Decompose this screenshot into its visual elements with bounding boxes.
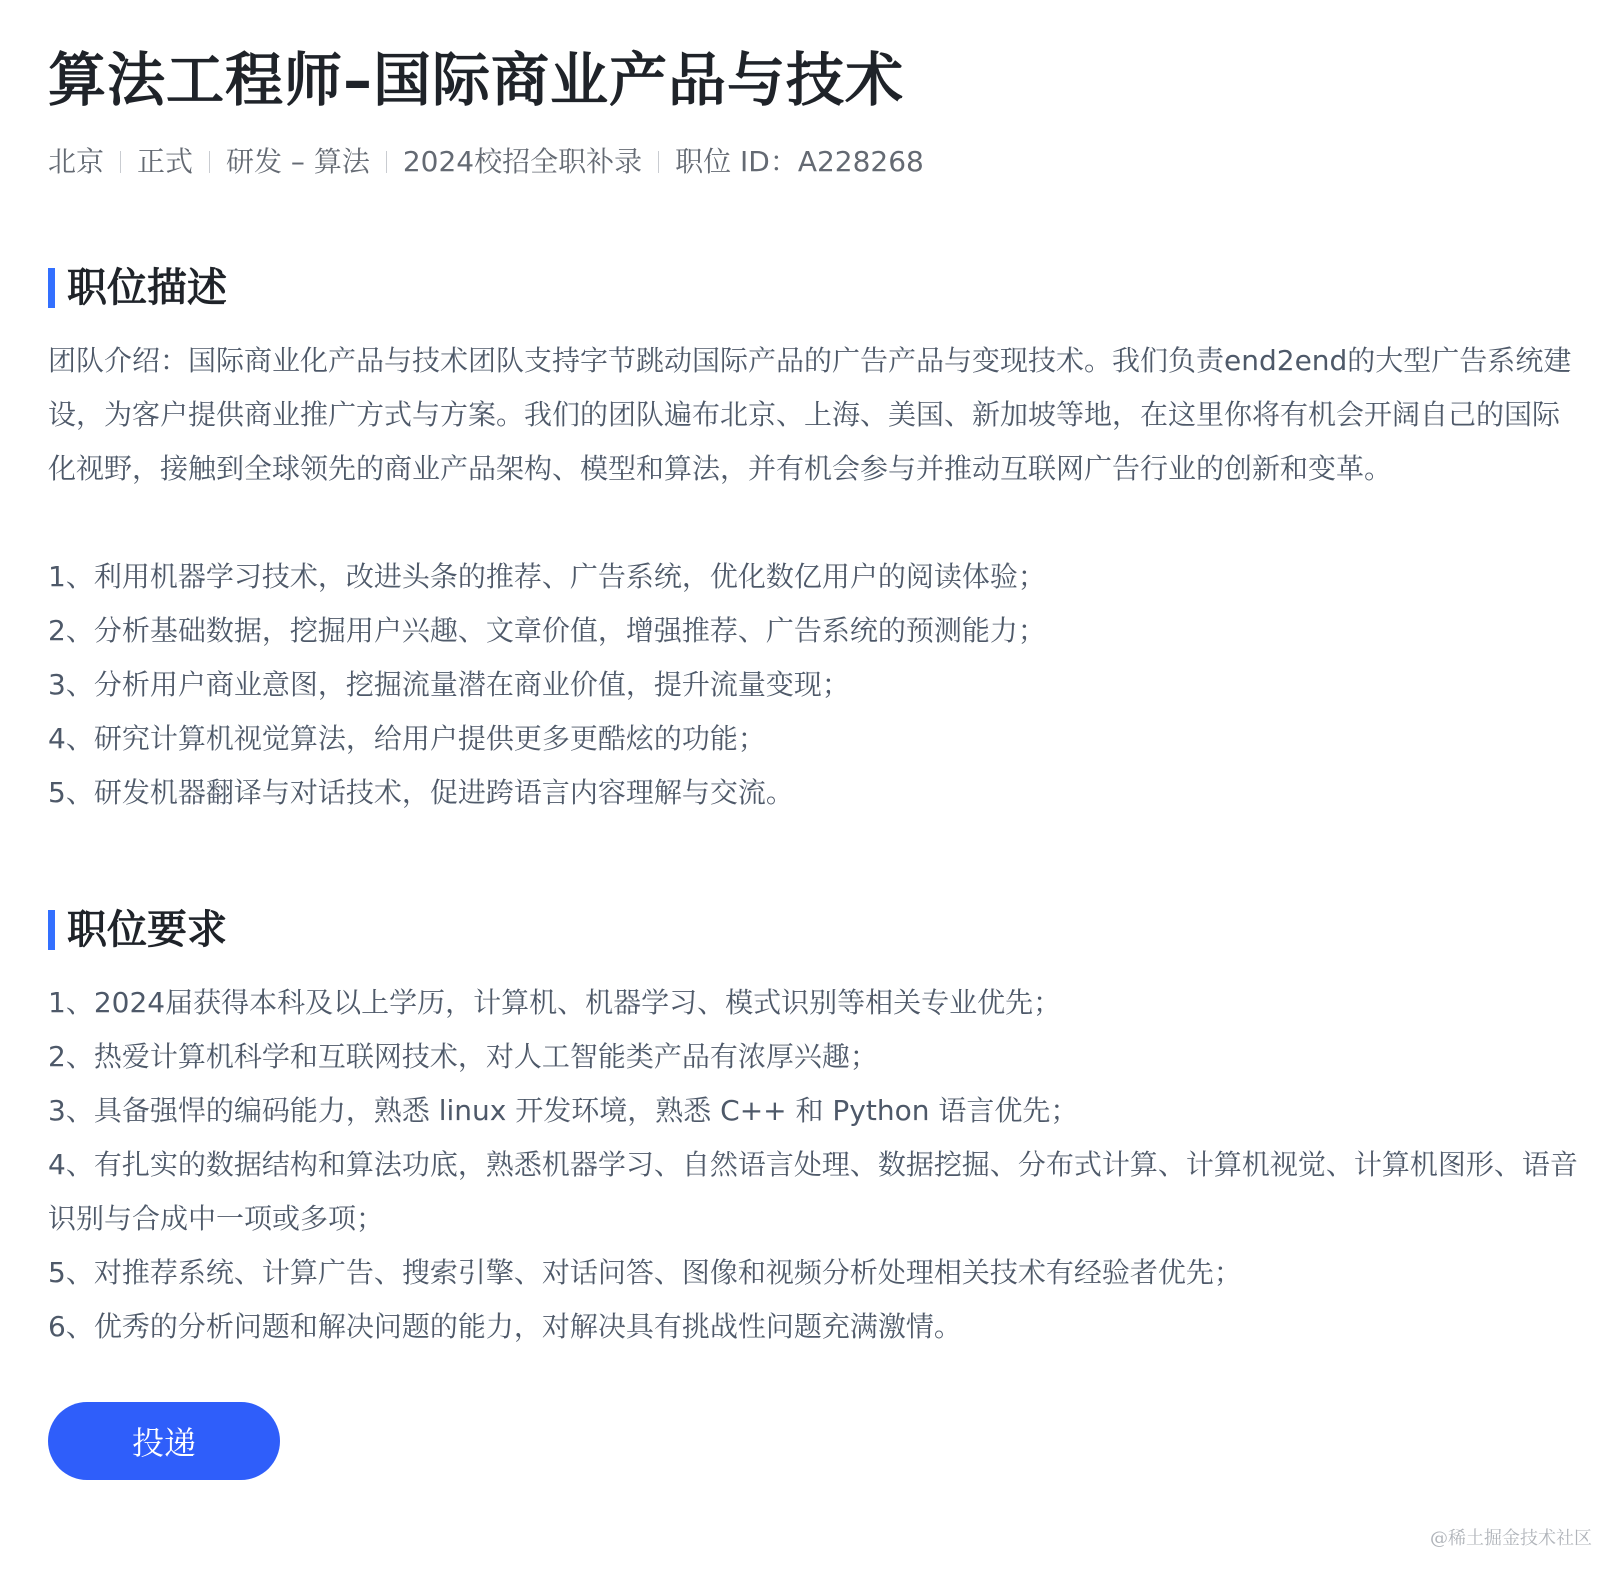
meta-divider <box>209 151 210 173</box>
section-accent-bar <box>48 910 55 950</box>
watermark: @稀土掘金技术社区 <box>1430 1528 1592 1549</box>
meta-job-id: 职位 ID：A228268 <box>675 145 924 178</box>
requirements-list <box>48 976 1578 1354</box>
list-item: 2、热爱计算机科学和互联网技术，对人工智能类产品有浓厚兴趣； <box>48 1040 878 1073</box>
meta-divider <box>120 151 121 173</box>
list-item: 2、分析基础数据，挖掘用户兴趣、文章价值，增强推荐、广告系统的预测能力； <box>48 614 1046 647</box>
meta-category: 研发 – 算法 <box>226 145 370 178</box>
list-item: 4、研究计算机视觉算法，给用户提供更多更酷炫的功能； <box>48 722 766 755</box>
requirements-header <box>48 906 227 954</box>
requirements-heading: 职位要求 <box>67 907 227 953</box>
description-header <box>48 264 227 312</box>
list-item: 1、利用机器学习技术，改进头条的推荐、广告系统，优化数亿用户的阅读体验； <box>48 560 1046 593</box>
apply-button[interactable]: 投递 <box>48 1402 280 1480</box>
meta-employment-type: 正式 <box>137 145 194 178</box>
job-meta <box>48 142 924 182</box>
meta-recruitment-type: 2024校招全职补录 <box>402 145 643 178</box>
list-item: 3、分析用户商业意图，挖掘流量潜在商业价值，提升流量变现； <box>48 668 850 701</box>
list-item: 4、有扎实的数据结构和算法功底，熟悉机器学习、自然语言处理、数据挖掘、分布式计算、计算机视觉、计算机图形、语音识别与合成中一项或多项； <box>48 1148 1578 1235</box>
job-title: 算法工程师–国际商业产品与技术 <box>48 46 905 114</box>
meta-divider <box>658 151 659 173</box>
section-accent-bar <box>48 268 55 308</box>
list-item: 5、研发机器翻译与对话技术，促进跨语言内容理解与交流。 <box>48 776 794 809</box>
list-item: 5、对推荐系统、计算广告、搜索引擎、对话问答、图像和视频分析处理相关技术有经验者优先； <box>48 1256 1242 1289</box>
list-item: 6、优秀的分析问题和解决问题的能力，对解决具有挑战性问题充满激情。 <box>48 1310 962 1343</box>
description-heading: 职位描述 <box>67 265 227 311</box>
list-item: 3、具备强悍的编码能力，熟悉 linux 开发环境，熟悉 C++ 和 Python 语言优先； <box>48 1094 1079 1127</box>
list-item: 1、2024届获得本科及以上学历，计算机、机器学习、模式识别等相关专业优先； <box>48 986 1062 1019</box>
description-list <box>48 550 1578 820</box>
meta-location: 北京 <box>48 145 105 178</box>
team-intro: 团队介绍：国际商业化产品与技术团队支持字节跳动国际产品的广告产品与变现技术。我们负责end2end的大型广告系统建设，为客户提供商业推广方式与方案。我们的团队遍布北京、上海、美国、新加坡等地，在这里你将有机会开阔自己的国际化视野，接触到全球领先的商业产品架构、模型和算法，并有机会参与并推动互联网广告行业的创新和变革。 <box>48 344 1572 485</box>
meta-divider <box>386 151 387 173</box>
